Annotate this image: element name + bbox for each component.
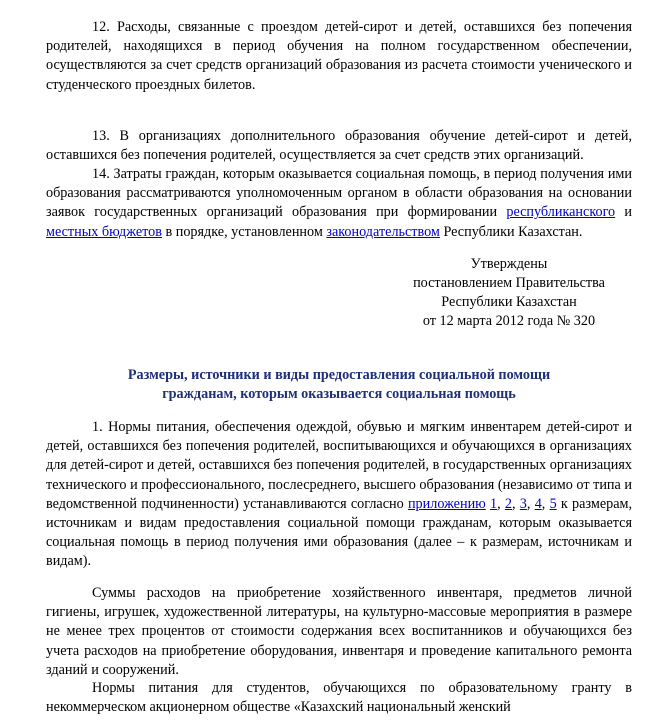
paragraph-13: 13. В организациях дополнительного образования обучение детей-сирот и детей, оставшихся без попечения родителей, осуществляется за счет средств этих организаций. [46, 128, 632, 164]
comma-4: , [541, 495, 550, 512]
republican-budget-link[interactable]: республиканского [506, 204, 616, 221]
local-budgets-link[interactable]: местных бюджетов [46, 223, 162, 240]
paragraph-14-text-2: и [615, 204, 632, 221]
paragraph-14-text-4: Республики Казахстан. [439, 223, 583, 240]
appendix-2-link[interactable]: 2 [504, 495, 512, 512]
paragraph-1-text-1: 1. Нормы питания, обеспечения одеждой, обувью и мягким инвентарем детей-сирот и детей, оставшихся без попечения родителей, воспитывающихся и обучающихся в организациях для детей-сирот и детей, оставшихся без попечения родителей, в государственных организациях технического и профессионального, послесреднего, высшего образования (независимо от типа и ведомственной подчиненности) устанавливаются согласно [46, 419, 632, 512]
heading-line-1: Размеры, источники и виды предоставления социальной помощи [127, 367, 551, 383]
approval-line-4: от 12 марта 2012 года № 320 [422, 313, 596, 329]
approval-stamp [380, 255, 638, 331]
paragraph-3: Нормы питания для студентов, обучающихся по образовательному гранту в некоммерческом акционерном обществе «Казахский национальный женский [46, 680, 632, 716]
legislation-link[interactable]: законодательством [326, 223, 440, 240]
approval-line-2: постановлением Правительства [413, 275, 605, 291]
appendix-1-link[interactable]: 1 [490, 495, 498, 512]
comma-1: , [497, 495, 505, 512]
appendix-3-link[interactable]: 3 [519, 495, 527, 512]
paragraph-14-text-3: в порядке, установленном [161, 223, 327, 240]
appendix-5-link[interactable]: 5 [549, 495, 557, 512]
paragraph-14 [46, 165, 632, 242]
paragraph-1-text-2: к размерам, источникам и видам предоставления социальной помощи гражданам, которым оказывается социальная помощь в период получения ими образования (далее – к размерам, источникам и видам). [46, 495, 633, 570]
comma-3: , [526, 495, 535, 512]
approval-line-3: Республики Казахстан [441, 294, 577, 310]
appendix-link[interactable]: приложению [407, 495, 486, 512]
paragraph-2: Суммы расходов на приобретение хозяйственного инвентаря, предметов личной гигиены, игрушек, художественной литературы, на культурно-массовые мероприятия в размере не менее трех процентов от стоимости содержания всех воспитанников и обучающихся без учета расходов на приобретение оборудования, инвентаря и проведение капитального ремонта зданий и сооружений. [46, 585, 632, 678]
appendix-4-link[interactable]: 4 [534, 495, 542, 512]
paragraph-12: 12. Расходы, связанные с проездом детей-сирот и детей, оставшихся без попечения родителей, находящихся в период обучения на полном государственном обеспечении, осуществляются за счет средств организаций образования из расчета стоимости ученического и студенческого проездных билетов. [46, 19, 632, 93]
section-heading [46, 366, 632, 404]
paragraph-1 [46, 418, 632, 572]
heading-line-2: гражданам, которым оказывается социальная помощь [162, 386, 516, 402]
comma-2: , [512, 495, 520, 512]
approval-line-1: Утверждены [470, 256, 548, 272]
paragraph-14-text-1: 14. Затраты граждан, которым оказывается социальная помощь, в период получения ими образования рассматриваются уполномоченным органом в области образования на основании заявок государственных организаций образования при формировании [46, 166, 632, 221]
